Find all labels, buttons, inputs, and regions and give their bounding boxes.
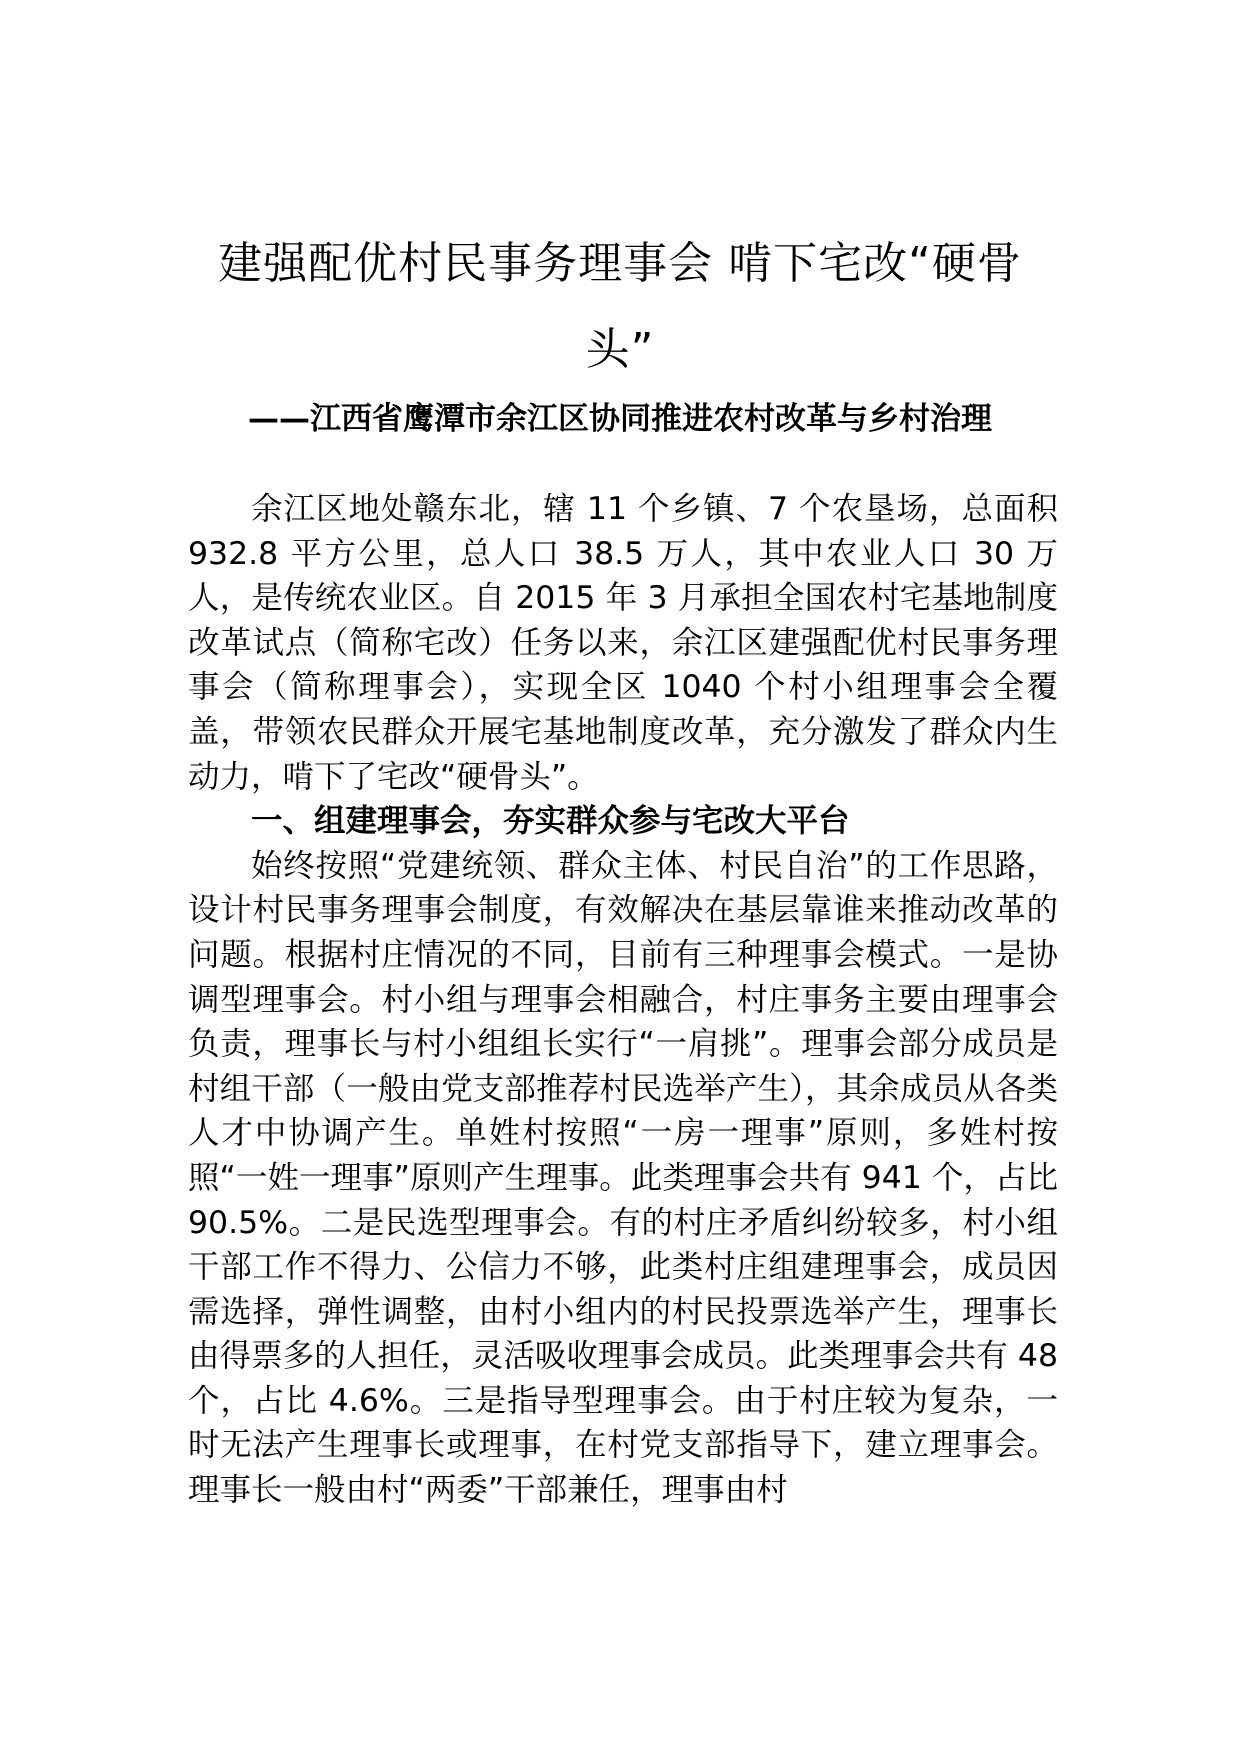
paragraph-intro: 余江区地处赣东北，辖 11 个乡镇、7 个农垦场，总面积 932.8 平方公里，总人口 38.5 万人，其中农业人口 30 万人，是传统农业区。自 2015 年 3 月承担全国农村宅基地制度改革试点（简称宅改）任务以来，余江区建强配优村民事务理事会（简称理事会），实现全区 1040 个村小组理事会全覆盖，带领农民群众开展宅基地制度改革，充分激发了群众内生动力，啃下了宅改“硬骨头”。 <box>188 491 1058 795</box>
body-text <box>188 487 1058 1513</box>
title-line-1: 建强配优村民事务理事会 啃下宅改“硬骨 <box>218 238 1022 289</box>
subtitle: ——江西省鹰潭市余江区协同推进农村改革与乡村治理 <box>248 401 992 437</box>
paragraph-section-1: 始终按照“党建统领、群众主体、村民自治”的工作思路，设计村民事务理事会制度，有效解决在基层靠谁来推动改革的问题。根据村庄情况的不同，目前有三种理事会模式。一是协调型理事会。村小组与理事会相融合，村庄事务主要由理事会负责，理事长与村小组组长实行“一肩挑”。理事会部分成员是村组干部（一般由党支部推荐村民选举产生），其余成员从各类人才中协调产生。单姓村按照“一房一理事”原则，多姓村按照“一姓一理事”原则产生理事。此类理事会共有 941 个，占比 90.5%。二是民选型理事会。有的村庄矛盾纠纷较多，村小组干部工作不得力、公信力不够，此类村庄组建理事会，成员因需选择，弹性调整，由村小组内的村民投票选举产生，理事长由得票多的人担任，灵活吸收理事会成员。此类理事会共有 48 个，占比 4.6%。三是指导型理事会。由于村庄较为复杂，一时无法产生理事长或理事，在村党支部指导下，建立理事会。理事长一般由村“两委”干部兼任，理事由村 <box>188 847 1058 1509</box>
section-heading-1: 一、组建理事会，夯实群众参与宅改大平台 <box>251 803 850 840</box>
title-line-2: 头” <box>585 324 655 375</box>
